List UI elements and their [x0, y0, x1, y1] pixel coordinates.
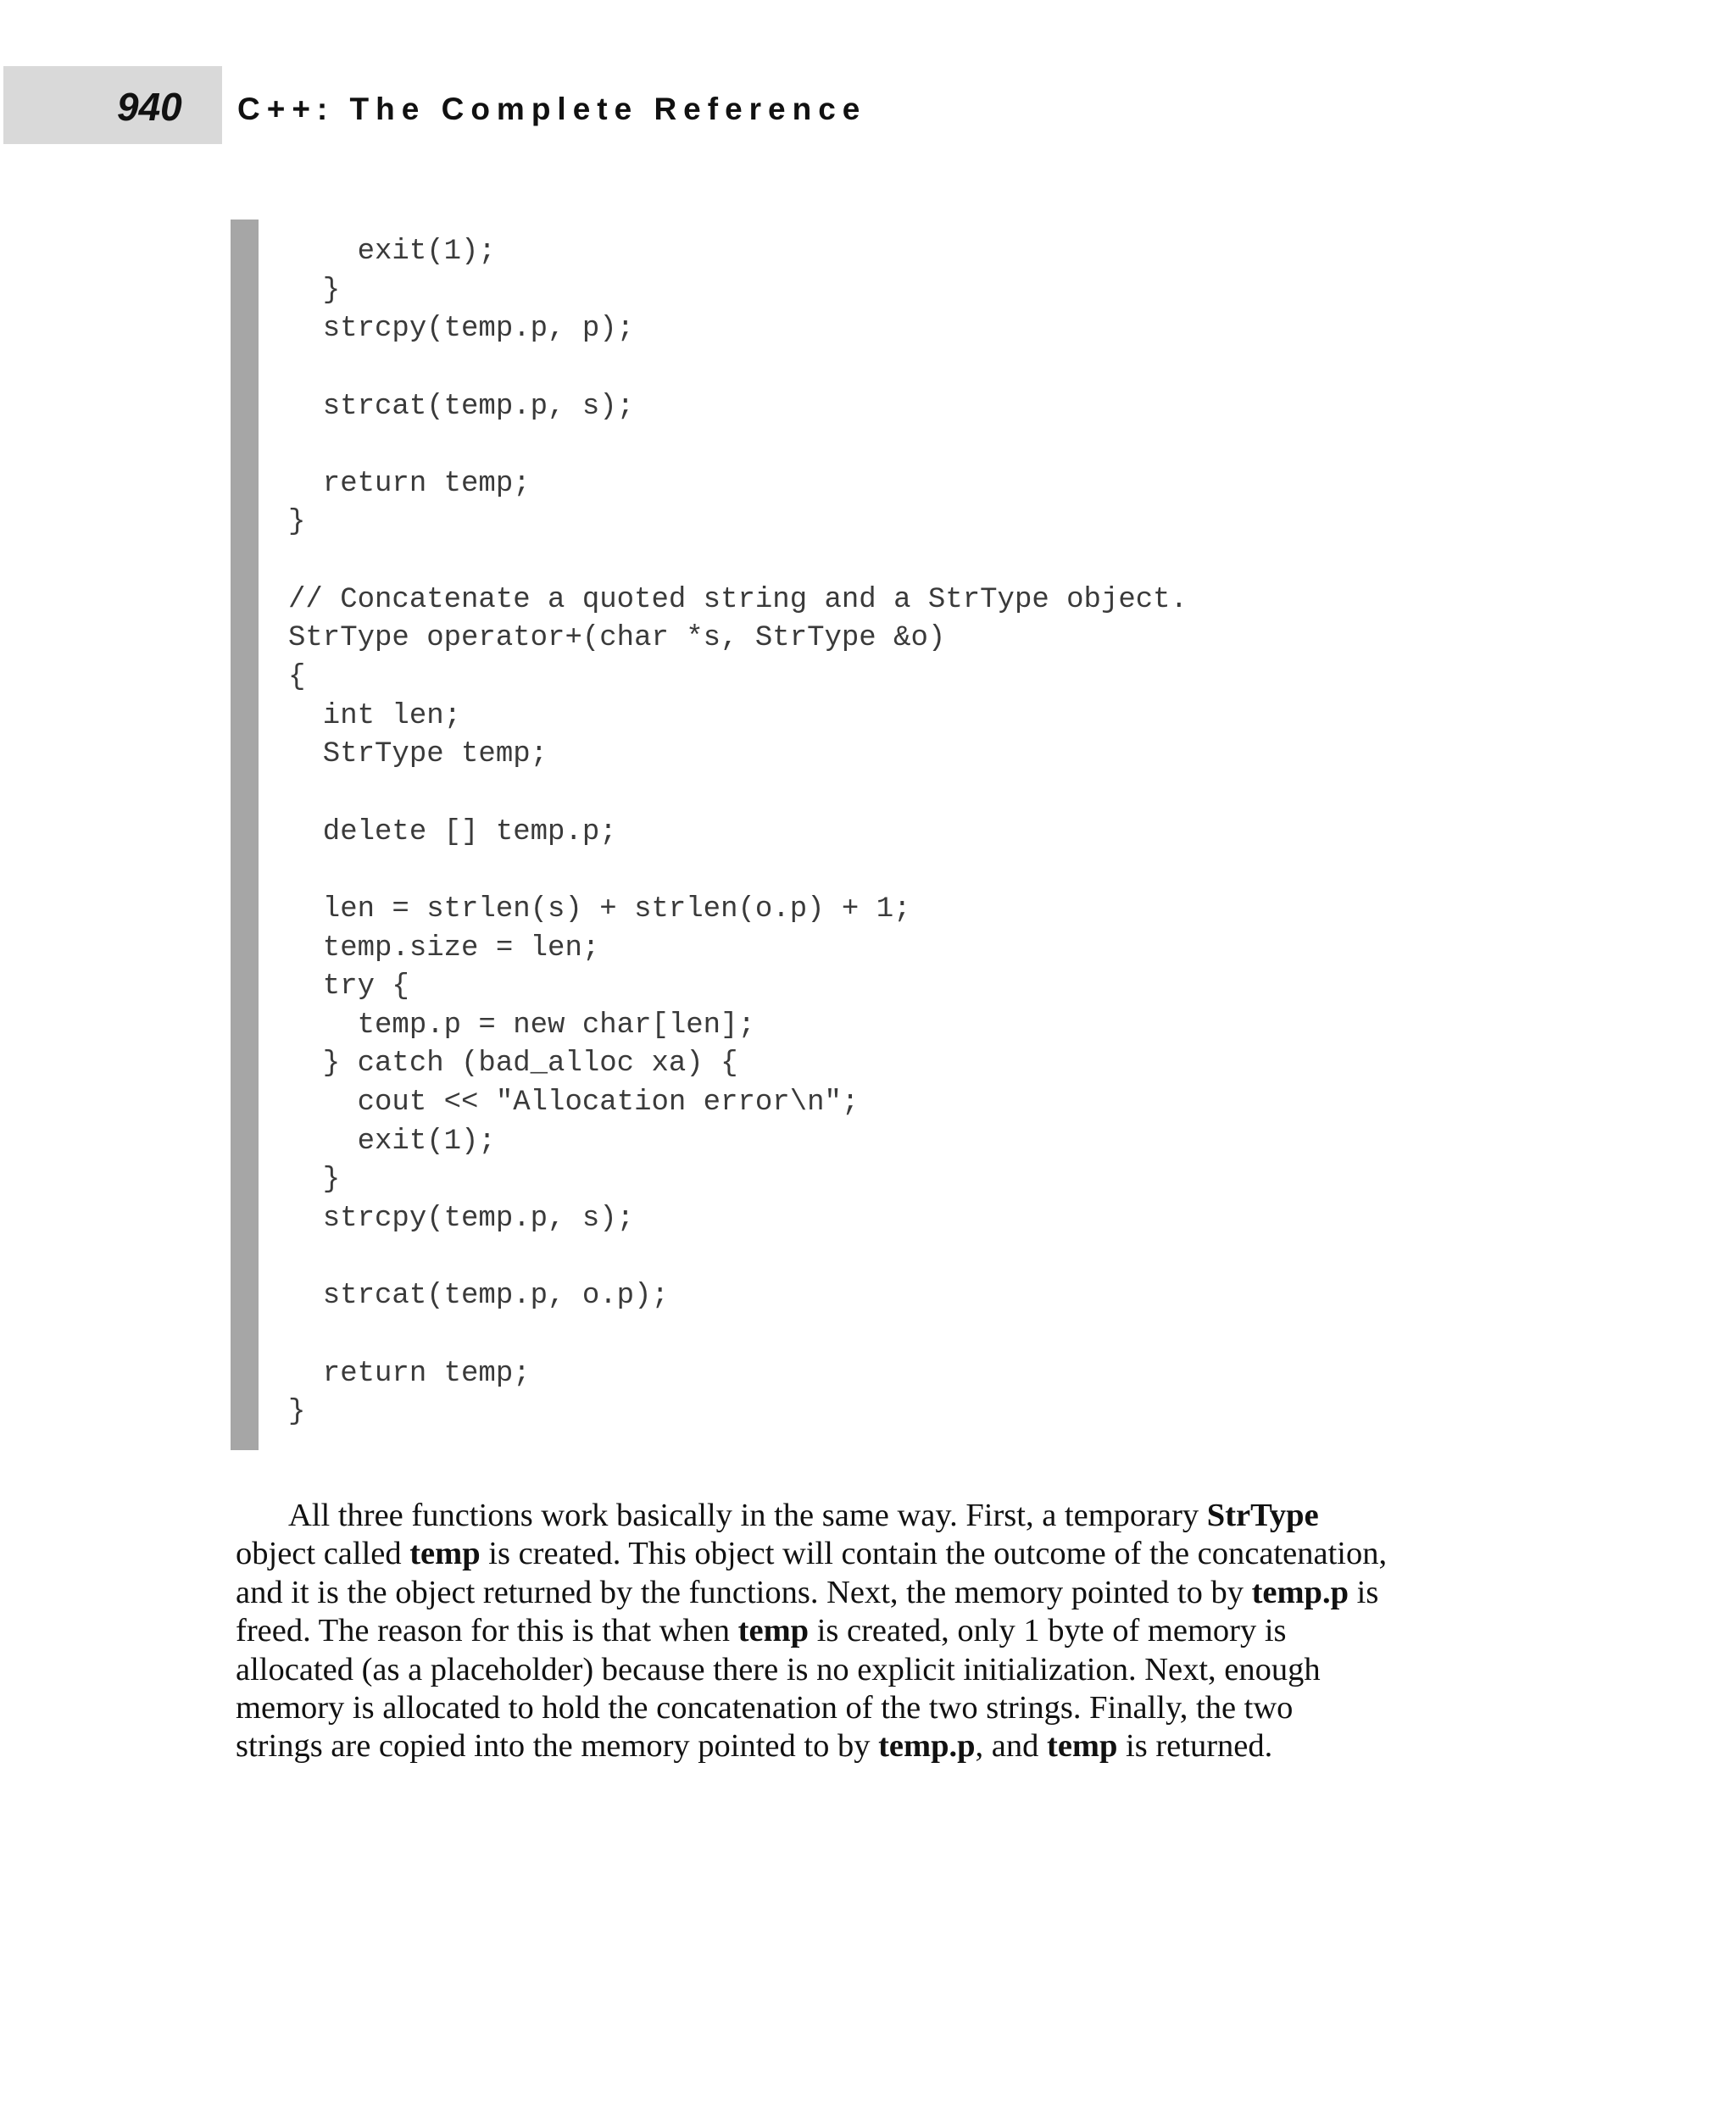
code-listing — [288, 233, 1188, 1432]
code-line: { — [288, 661, 306, 694]
code-term: temp.p — [878, 1728, 976, 1765]
paragraph-line: strings are copied into the memory pointed to by temp.p, and temp is returned. — [236, 1728, 1273, 1765]
code-line: } catch (bad_alloc xa) { — [288, 1048, 738, 1081]
code-line: strcat(temp.p, o.p); — [288, 1280, 669, 1313]
code-term: temp.p — [1251, 1574, 1349, 1610]
code-line: } — [288, 1396, 306, 1429]
code-line: // Concatenate a quoted string and a StrType object. — [288, 583, 1188, 616]
paragraph-line: and it is the object returned by the functions. Next, the memory pointed to by temp.p is — [236, 1574, 1379, 1610]
code-term: temp — [409, 1536, 481, 1572]
code-line: temp.p = new char[len]; — [288, 1009, 755, 1042]
code-line: StrType temp; — [288, 738, 548, 771]
running-title: C++: The Complete Reference — [237, 92, 867, 126]
code-line — [288, 349, 1188, 388]
code-line: temp.size = len; — [288, 931, 600, 965]
code-margin-bar — [231, 220, 259, 1450]
code-line: try { — [288, 970, 409, 1003]
code-term: temp — [1047, 1728, 1118, 1765]
paragraph-line: freed. The reason for this is that when temp is created, only 1 byte of memory is — [236, 1613, 1287, 1649]
code-line: strcpy(temp.p, s); — [288, 1203, 635, 1236]
code-line: strcpy(temp.p, p); — [288, 313, 635, 346]
code-line: return temp; — [288, 467, 531, 500]
paragraph-line: All three functions work basically in the same way. First, a temporary StrType — [288, 1498, 1319, 1533]
code-line — [288, 852, 1188, 891]
code-line: } — [288, 506, 306, 539]
code-line: StrType operator+(char *s, StrType &o) — [288, 622, 946, 655]
paragraph-line: object called temp is created. This object will contain the outcome of the concatenation, — [236, 1536, 1388, 1572]
page-number-tab — [3, 66, 222, 144]
code-line — [288, 1239, 1188, 1278]
code-term: temp — [737, 1613, 810, 1649]
code-term: StrType — [1206, 1498, 1319, 1533]
paragraph-line: memory is allocated to hold the concatenation of the two strings. Finally, the two — [236, 1690, 1294, 1726]
code-line: strcat(temp.p, s); — [288, 390, 635, 423]
code-line: } — [288, 1164, 341, 1197]
code-line: delete [] temp.p; — [288, 815, 617, 848]
code-line: len = strlen(s) + strlen(o.p) + 1; — [288, 892, 911, 926]
code-line: return temp; — [288, 1357, 531, 1390]
code-line — [288, 1316, 1188, 1355]
body-paragraph — [236, 1497, 1490, 1766]
code-line: cout << "Allocation error\n"; — [288, 1087, 860, 1120]
paragraph-line: allocated (as a placeholder) because there is no explicit initialization. Next, enough — [236, 1651, 1321, 1687]
code-line — [288, 775, 1188, 814]
code-line: } — [288, 274, 341, 307]
code-line: int len; — [288, 699, 462, 732]
code-line: exit(1); — [288, 1125, 496, 1158]
page-number: 940 — [117, 85, 182, 129]
code-line — [288, 426, 1188, 465]
code-line: exit(1); — [288, 236, 496, 268]
code-line — [288, 542, 1188, 581]
